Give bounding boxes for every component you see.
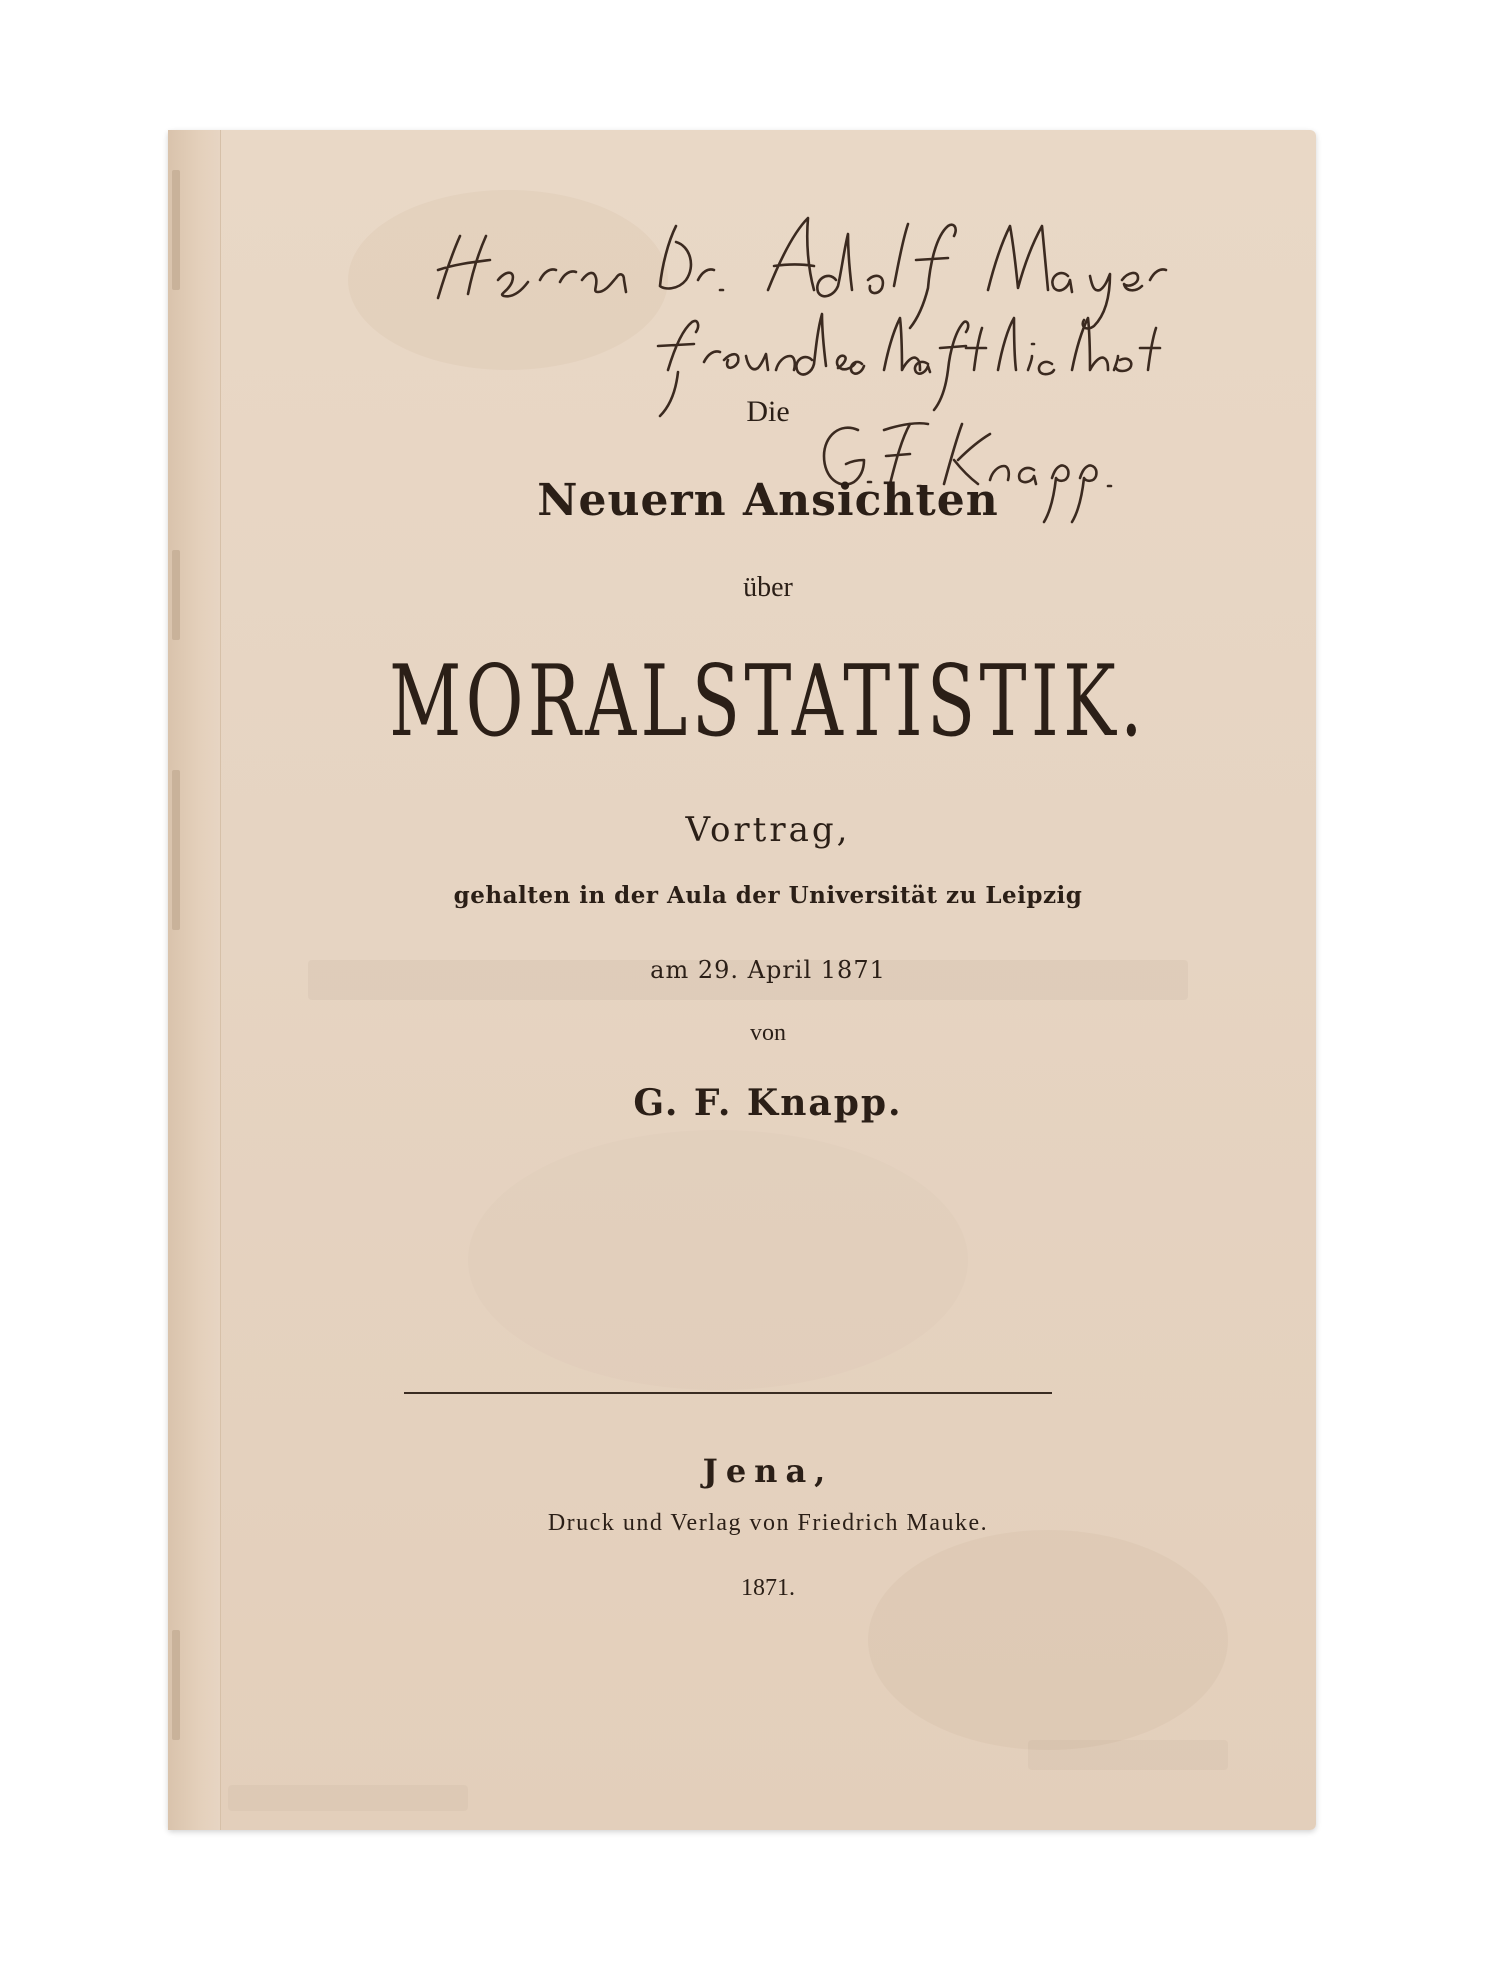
faint-pencil-note [1028, 1740, 1228, 1770]
divider-rule [404, 1392, 1052, 1394]
title-preposition: über [743, 572, 793, 603]
paper-stain [468, 1130, 968, 1390]
pamphlet-cover [168, 130, 1316, 1830]
main-title: MORALSTATISTIK. [389, 645, 1147, 759]
paper-stain [868, 1530, 1228, 1750]
spine-wear [172, 170, 180, 290]
spine-wear [172, 770, 180, 930]
imprint-city: Jena, [702, 1452, 834, 1490]
spine-wear [172, 550, 180, 640]
spine-wear [172, 1630, 180, 1740]
faint-pencil-note [228, 1785, 468, 1811]
imprint-publisher: Druck und Verlag von Friedrich Mauke. [547, 1510, 989, 1536]
author-name: G. F. Knapp. [633, 1082, 903, 1124]
title-article: Die [746, 395, 790, 428]
spine [168, 130, 221, 1830]
title-subtitle: Neuern Ansichten [537, 475, 999, 526]
by-line: von [750, 1020, 786, 1046]
occasion-line: gehalten in der Aula der Universität zu Leipzig [453, 882, 1083, 909]
genre-label: Vortrag, [685, 810, 851, 850]
paper-stain [348, 190, 668, 370]
lecture-date: am 29. April 1871 [650, 956, 886, 984]
imprint-year: 1871. [741, 1575, 795, 1601]
